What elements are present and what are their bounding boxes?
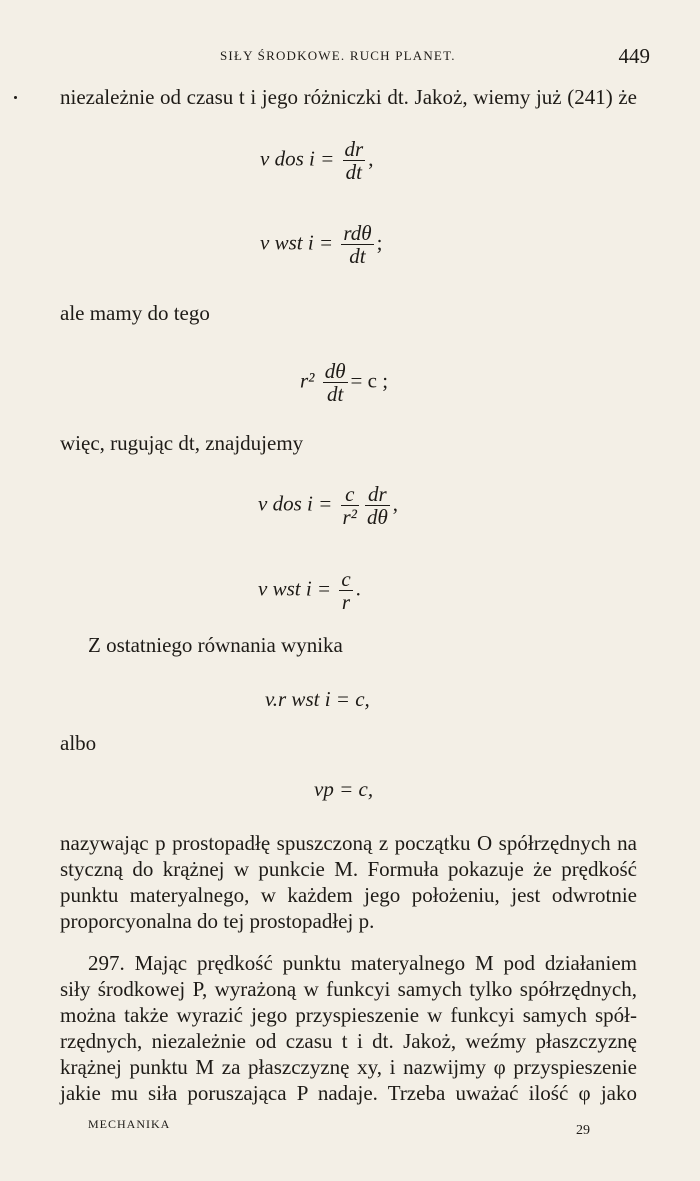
equation-lhs: v wst i =	[260, 230, 334, 255]
fraction	[343, 138, 366, 183]
text-line: nazywając p prostopadłę spuszczoną z początku O spółrzędnych na	[60, 831, 637, 855]
text-line: Z ostatniego równania wynika	[88, 633, 343, 657]
equation-lhs: v wst i =	[258, 576, 332, 601]
equation-lhs: r²	[300, 368, 315, 393]
fraction-numerator: dθ	[324, 359, 346, 383]
page-number: 449	[618, 44, 650, 68]
fraction	[341, 483, 359, 528]
text-line: punktu materyalnego, w każdem jego położeniu, jest odwrotnie	[60, 883, 637, 907]
fraction-denominator: r²	[342, 505, 357, 529]
text-line: niezależnie od czasu t i jego różniczki dt. Jakoż, wiemy już (241) że	[60, 85, 637, 109]
fraction-denominator: dt	[326, 382, 344, 406]
fraction-numerator: dr	[365, 483, 390, 506]
text-line: jakie mu siła poruszająca P nadaje. Trzeba uważać ilość φ jako	[60, 1081, 637, 1105]
fraction-denominator: dt	[349, 244, 366, 268]
text-line: rzędnych, niezależnie od czasu t i dt. Jakoż, weźmy płaszczyznę	[60, 1029, 637, 1053]
fraction	[341, 222, 373, 267]
fraction-numerator: dr	[344, 137, 364, 161]
equation-lhs: v dos i =	[260, 146, 335, 171]
equation-punctuation: ,	[368, 146, 374, 171]
page-header	[60, 44, 650, 72]
signature-mark: MECHANIKA	[88, 1117, 171, 1131]
equation-lhs: v dos i =	[258, 491, 333, 516]
sheet-number: 29	[576, 1123, 590, 1138]
text-line: 297. Mając prędkość punktu materyalnego M pod działaniem	[88, 951, 637, 975]
fraction-denominator: r	[341, 590, 351, 614]
fraction	[339, 568, 352, 613]
equation-punctuation: .	[355, 576, 361, 601]
fraction-numerator: rdθ	[343, 221, 372, 245]
text-line: albo	[60, 731, 97, 755]
text-line: siły środkowej P, wyrażoną w funkcyi samych tylko spółrzędnych,	[60, 977, 637, 1001]
equation-punctuation: ,	[392, 491, 399, 516]
running-title: SIŁY ŚRODKOWE. RUCH PLANET.	[220, 48, 456, 63]
margin-mark	[14, 96, 17, 99]
fraction	[365, 483, 390, 528]
equation-rhs: = c ;	[350, 368, 389, 393]
fraction	[323, 360, 348, 405]
text-line: można także wyrazić jego przyspieszenie w funkcyi samych spół-	[60, 1003, 637, 1027]
fraction-numerator: c	[341, 567, 351, 591]
text-line: styczną do krążnej w punkcie M. Formuła pokazuje że prędkość	[60, 857, 637, 881]
text-line: więc, rugując dt, znajdujemy	[60, 431, 304, 455]
fraction-denominator: dt	[345, 160, 363, 184]
text-line: ale mamy do tego	[60, 301, 210, 325]
equation-text: v.r wst i = c,	[265, 687, 370, 711]
text-line: krążnej punktu M za płaszczyznę xy, i nazwijmy φ przyspieszenie	[60, 1055, 637, 1079]
equation-text: vp = c,	[314, 777, 374, 801]
fraction-denominator: dθ	[366, 505, 388, 529]
page-footer	[88, 1117, 590, 1141]
equation-punctuation: ;	[376, 230, 383, 255]
text-line: proporcyonalna do tej prostopadłej p.	[60, 909, 375, 933]
fraction-numerator: c	[341, 483, 359, 506]
